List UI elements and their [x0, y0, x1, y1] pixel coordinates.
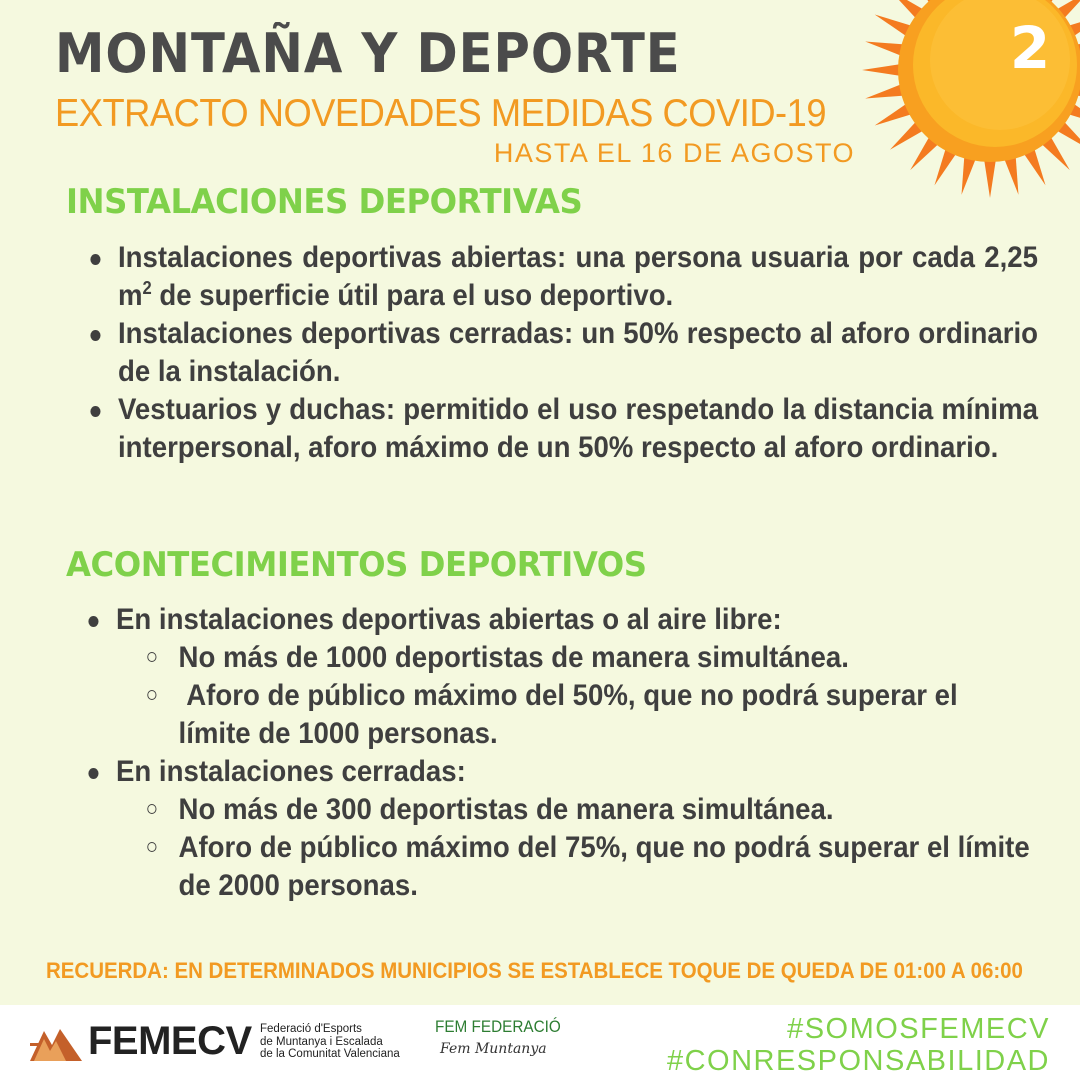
- footer: [0, 1005, 1080, 1080]
- hashtags: [667, 1013, 1050, 1077]
- sub-list-item-text: No más de 300 deportistas de manera simultánea.: [178, 793, 834, 826]
- sub-list-item-text: Aforo de público máximo del 75%, que no podrá superar el límite de 2000 personas.: [178, 831, 1030, 902]
- sub-list: [116, 791, 1036, 905]
- sun-ray: [862, 64, 902, 76]
- list-item: [118, 239, 1038, 315]
- curfew-reminder: RECUERDA: EN DETERMINADOS MUNICIPIOS SE ESTABLECE TOQUE DE QUEDA DE 01:00 A 06:00: [46, 958, 1023, 983]
- list-item-text: de superficie útil para el uso deportivo.: [151, 279, 674, 312]
- list-item-text: Vestuarios y duchas: permitido el uso respetando la distancia mínima interpersonal, aforo máximo de un 50% respecto al aforo ordinario.: [118, 393, 1038, 464]
- list-item: [118, 391, 1038, 467]
- list-item-text: Instalaciones deportivas cerradas: un 50% respecto al aforo ordinario de la instalación.: [118, 317, 1038, 388]
- sub-list-item: [179, 829, 1036, 905]
- sun-ray: [984, 158, 996, 198]
- sub-list-item: [179, 677, 1036, 753]
- list-item: [118, 315, 1038, 391]
- section-title-acontecimientos: ACONTECIMIENTOS DEPORTIVOS: [66, 545, 647, 585]
- femecv-logo-text: FEMECV: [88, 1019, 252, 1063]
- federation-name: [260, 1023, 410, 1061]
- sub-list-item: [179, 639, 1036, 677]
- page-title: MONTAÑA Y DEPORTE: [55, 22, 681, 85]
- federation-name-line: Federació d'Esports: [260, 1023, 362, 1035]
- list-item-text: En instalaciones deportivas abiertas o al aire libre:: [116, 603, 782, 636]
- list-item-text: Instalaciones deportivas abiertas: una persona usuaria por cada 2,25 m: [118, 241, 1038, 312]
- sub-list: [116, 639, 1036, 753]
- femecv-logo-icon: [30, 1025, 82, 1061]
- list-item: [116, 753, 1036, 905]
- instalaciones-list: [118, 239, 1038, 467]
- sub-list-item-text: No más de 1000 deportistas de manera simultánea.: [178, 641, 849, 674]
- date-label: HASTA EL 16 DE AGOSTO: [493, 138, 855, 168]
- fem-muntanya-text: Fem Muntanya: [440, 1041, 547, 1057]
- list-item: [116, 601, 1036, 753]
- list-item-text: En instalaciones cerradas:: [116, 755, 466, 788]
- page-subtitle: EXTRACTO NOVEDADES MEDIDAS COVID-19: [55, 92, 827, 135]
- federation-name-line: de la Comunitat Valenciana: [260, 1048, 400, 1060]
- hashtag: #CONRESPONSABILIDAD: [666, 1045, 1050, 1077]
- superscript: 2: [142, 278, 152, 298]
- federation-name-line: de Muntanya i Escalada: [260, 1035, 383, 1048]
- acontecimientos-list: [116, 601, 1036, 905]
- sub-list-item: [179, 791, 1036, 829]
- hashtag: #SOMOSFEMECV: [787, 1013, 1050, 1045]
- page-number: 2: [1009, 14, 1051, 82]
- section-title-instalaciones: INSTALACIONES DEPORTIVAS: [66, 182, 583, 222]
- fem-federacio-text: FEM FEDERACIÓ: [435, 1017, 561, 1036]
- sub-list-item-text: Aforo de público máximo del 50%, que no podrá superar el límite de 1000 personas.: [178, 679, 966, 750]
